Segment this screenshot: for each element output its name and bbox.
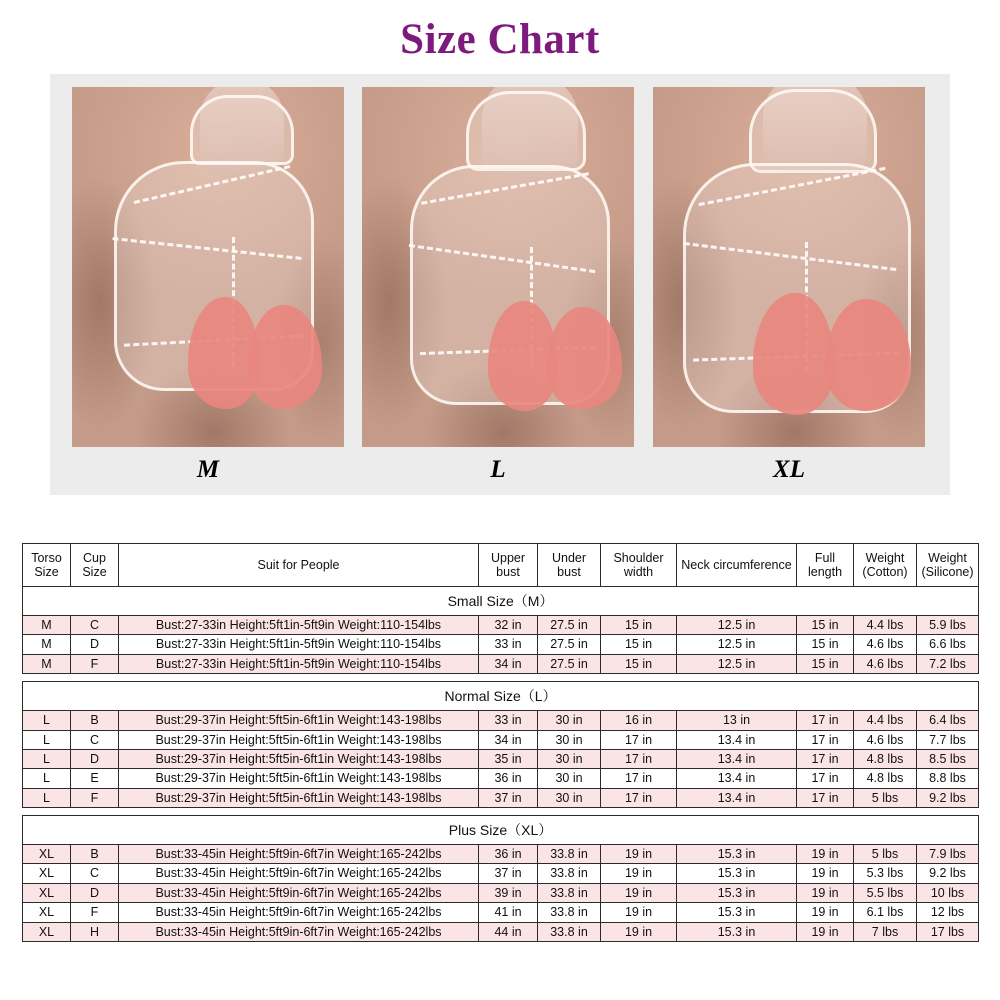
table-section-title: Plus Size（XL） [23, 816, 979, 845]
th-weight-cotton: Weight (Cotton) [854, 544, 917, 587]
table-cell: 33.8 in [538, 883, 601, 902]
table-row [23, 616, 979, 635]
table-row [23, 711, 979, 730]
table-cell: H [71, 922, 119, 941]
table-cell: 5 lbs [854, 788, 917, 807]
th-upper-bust: Upper bust [479, 544, 538, 587]
table-cell: 17 in [797, 749, 854, 768]
table-row [23, 845, 979, 864]
table-cell: 34 in [479, 730, 538, 749]
table-row [23, 864, 979, 883]
table-section-title: Small Size（M） [23, 587, 979, 616]
table-cell: 17 in [797, 711, 854, 730]
table-cell: Bust:29-37in Height:5ft5in-6ft1in Weight:143-198lbs [119, 769, 479, 788]
table-cell: 17 in [601, 788, 677, 807]
spacer-cell [23, 808, 979, 816]
table-row [23, 749, 979, 768]
table-cell: 15 in [797, 616, 854, 635]
table-spacer-row [23, 674, 979, 682]
table-cell: 7.7 lbs [917, 730, 979, 749]
table-cell: 16 in [601, 711, 677, 730]
table-cell: 12.5 in [677, 616, 797, 635]
table-cell: 15.3 in [677, 864, 797, 883]
table-cell: 27.5 in [538, 654, 601, 673]
table-header [23, 544, 979, 587]
table-cell: 27.5 in [538, 635, 601, 654]
table-cell: D [71, 635, 119, 654]
table-cell: L [23, 788, 71, 807]
table-cell: 15.3 in [677, 922, 797, 941]
table-cell: 15.3 in [677, 845, 797, 864]
table-cell: 44 in [479, 922, 538, 941]
table-cell: M [23, 635, 71, 654]
table-cell: 36 in [479, 845, 538, 864]
table-cell: 9.2 lbs [917, 788, 979, 807]
table-cell: M [23, 654, 71, 673]
spacer-cell [23, 674, 979, 682]
photo-label-xl: XL [773, 456, 805, 483]
table-cell: L [23, 769, 71, 788]
table-section-row [23, 816, 979, 845]
table-cell: Bust:27-33in Height:5ft1in-5ft9in Weight:110-154lbs [119, 635, 479, 654]
table-cell: Bust:33-45in Height:5ft9in-6ft7in Weight:165-242lbs [119, 864, 479, 883]
table-cell: 19 in [797, 883, 854, 902]
th-torso-size: Torso Size [23, 544, 71, 587]
table-cell: 15.3 in [677, 883, 797, 902]
table-cell: XL [23, 864, 71, 883]
table-body [23, 587, 979, 942]
table-cell: D [71, 883, 119, 902]
th-under-bust: Under bust [538, 544, 601, 587]
table-cell: 15 in [601, 635, 677, 654]
table-cell: 37 in [479, 788, 538, 807]
table-cell: Bust:29-37in Height:5ft5in-6ft1in Weight:143-198lbs [119, 749, 479, 768]
table-row [23, 730, 979, 749]
table-row [23, 788, 979, 807]
table-cell: M [23, 616, 71, 635]
table-cell: D [71, 749, 119, 768]
table-cell: 6.6 lbs [917, 635, 979, 654]
table-cell: XL [23, 922, 71, 941]
table-cell: 33 in [479, 711, 538, 730]
table-cell: Bust:33-45in Height:5ft9in-6ft7in Weight:165-242lbs [119, 845, 479, 864]
table-cell: 30 in [538, 769, 601, 788]
table-cell: 7.2 lbs [917, 654, 979, 673]
table-cell: 41 in [479, 903, 538, 922]
table-cell: 15 in [601, 616, 677, 635]
table-cell: 4.8 lbs [854, 749, 917, 768]
table-cell: 13 in [677, 711, 797, 730]
table-section-row [23, 682, 979, 711]
table-cell: 17 in [797, 769, 854, 788]
table-cell: 12 lbs [917, 903, 979, 922]
garment-collar-xl [749, 89, 877, 173]
table-cell: 5 lbs [854, 845, 917, 864]
photo-m [72, 87, 344, 447]
photo-band [50, 74, 950, 495]
table-cell: B [71, 845, 119, 864]
table-cell: 6.1 lbs [854, 903, 917, 922]
table-cell: Bust:33-45in Height:5ft9in-6ft7in Weight:165-242lbs [119, 883, 479, 902]
th-full-length: Full length [797, 544, 854, 587]
table-cell: C [71, 730, 119, 749]
table-cell: 19 in [797, 845, 854, 864]
table-cell: C [71, 616, 119, 635]
table-cell: 17 in [797, 788, 854, 807]
table-cell: 33.8 in [538, 903, 601, 922]
table-cell: 8.5 lbs [917, 749, 979, 768]
table-cell: L [23, 730, 71, 749]
table-cell: Bust:27-33in Height:5ft1in-5ft9in Weight:110-154lbs [119, 616, 479, 635]
size-table [22, 543, 979, 942]
table-cell: 15.3 in [677, 903, 797, 922]
table-cell: 27.5 in [538, 616, 601, 635]
table-cell: 5.3 lbs [854, 864, 917, 883]
table-cell: 33.8 in [538, 864, 601, 883]
table-cell: 30 in [538, 730, 601, 749]
table-cell: F [71, 654, 119, 673]
table-cell: 10 lbs [917, 883, 979, 902]
table-cell: 6.4 lbs [917, 711, 979, 730]
table-cell: 19 in [797, 864, 854, 883]
table-cell: 19 in [601, 922, 677, 941]
table-cell: Bust:29-37in Height:5ft5in-6ft1in Weight:143-198lbs [119, 788, 479, 807]
th-suit-for-people: Suit for People [119, 544, 479, 587]
photo-row [50, 74, 950, 495]
table-cell: 19 in [601, 903, 677, 922]
table-cell: 15 in [797, 635, 854, 654]
table-cell: 17 in [601, 769, 677, 788]
table-cell: E [71, 769, 119, 788]
table-cell: 30 in [538, 788, 601, 807]
table-cell: 39 in [479, 883, 538, 902]
table-cell: 12.5 in [677, 654, 797, 673]
table-section-row [23, 587, 979, 616]
table-cell: 15 in [797, 654, 854, 673]
table-cell: 12.5 in [677, 635, 797, 654]
table-cell: 13.4 in [677, 769, 797, 788]
photo-label-m: M [196, 456, 220, 483]
table-cell: 7.9 lbs [917, 845, 979, 864]
table-cell: 33 in [479, 635, 538, 654]
table-cell: L [23, 711, 71, 730]
table-cell: 5.9 lbs [917, 616, 979, 635]
table-cell: Bust:33-45in Height:5ft9in-6ft7in Weight:165-242lbs [119, 922, 479, 941]
table-cell: 17 lbs [917, 922, 979, 941]
table-cell: 13.4 in [677, 788, 797, 807]
table-cell: 8.8 lbs [917, 769, 979, 788]
table-cell: 5.5 lbs [854, 883, 917, 902]
table-cell: Bust:29-37in Height:5ft5in-6ft1in Weight:143-198lbs [119, 730, 479, 749]
table-cell: 36 in [479, 769, 538, 788]
table-cell: 19 in [601, 864, 677, 883]
table-cell: 35 in [479, 749, 538, 768]
table-section-title: Normal Size（L） [23, 682, 979, 711]
table-cell: 13.4 in [677, 749, 797, 768]
table-cell: Bust:33-45in Height:5ft9in-6ft7in Weight:165-242lbs [119, 903, 479, 922]
table-cell: 32 in [479, 616, 538, 635]
table-cell: 4.6 lbs [854, 730, 917, 749]
table-cell: C [71, 864, 119, 883]
table-row [23, 769, 979, 788]
table-cell: Bust:27-33in Height:5ft1in-5ft9in Weight:110-154lbs [119, 654, 479, 673]
table-spacer-row [23, 808, 979, 816]
table-cell: 17 in [797, 730, 854, 749]
table-cell: 7 lbs [854, 922, 917, 941]
table-row [23, 922, 979, 941]
table-cell: 34 in [479, 654, 538, 673]
table-cell: Bust:29-37in Height:5ft5in-6ft1in Weight:143-198lbs [119, 711, 479, 730]
photo-xl [653, 87, 925, 447]
photo-l [362, 87, 634, 447]
table-row [23, 903, 979, 922]
th-neck-circumference: Neck circumference [677, 544, 797, 587]
table-cell: 33.8 in [538, 922, 601, 941]
table-row [23, 635, 979, 654]
table-cell: XL [23, 883, 71, 902]
table-cell: B [71, 711, 119, 730]
table-cell: 30 in [538, 711, 601, 730]
table-cell: 19 in [797, 922, 854, 941]
table-cell: 17 in [601, 749, 677, 768]
table-cell: XL [23, 845, 71, 864]
table-cell: XL [23, 903, 71, 922]
table-cell: 19 in [601, 883, 677, 902]
table-cell: 37 in [479, 864, 538, 883]
header-row [23, 544, 979, 587]
th-weight-silicone: Weight (Silicone) [917, 544, 979, 587]
table-cell: 13.4 in [677, 730, 797, 749]
table-cell: L [23, 749, 71, 768]
page-title: Size Chart [400, 16, 600, 63]
table-cell: 4.8 lbs [854, 769, 917, 788]
size-table-wrap [22, 543, 978, 942]
table-cell: 4.6 lbs [854, 635, 917, 654]
table-cell: F [71, 788, 119, 807]
table-cell: 33.8 in [538, 845, 601, 864]
table-cell: 19 in [797, 903, 854, 922]
table-cell: 17 in [601, 730, 677, 749]
table-cell: 9.2 lbs [917, 864, 979, 883]
th-shoulder-width: Shoulder width [601, 544, 677, 587]
table-cell: F [71, 903, 119, 922]
table-cell: 19 in [601, 845, 677, 864]
table-cell: 4.6 lbs [854, 654, 917, 673]
photo-label-l: L [490, 456, 506, 483]
garment-collar-l [466, 91, 586, 171]
table-row [23, 883, 979, 902]
table-cell: 4.4 lbs [854, 616, 917, 635]
table-cell: 30 in [538, 749, 601, 768]
th-cup-size: Cup Size [71, 544, 119, 587]
table-row [23, 654, 979, 673]
garment-collar-m [190, 95, 294, 165]
table-cell: 4.4 lbs [854, 711, 917, 730]
table-cell: 15 in [601, 654, 677, 673]
